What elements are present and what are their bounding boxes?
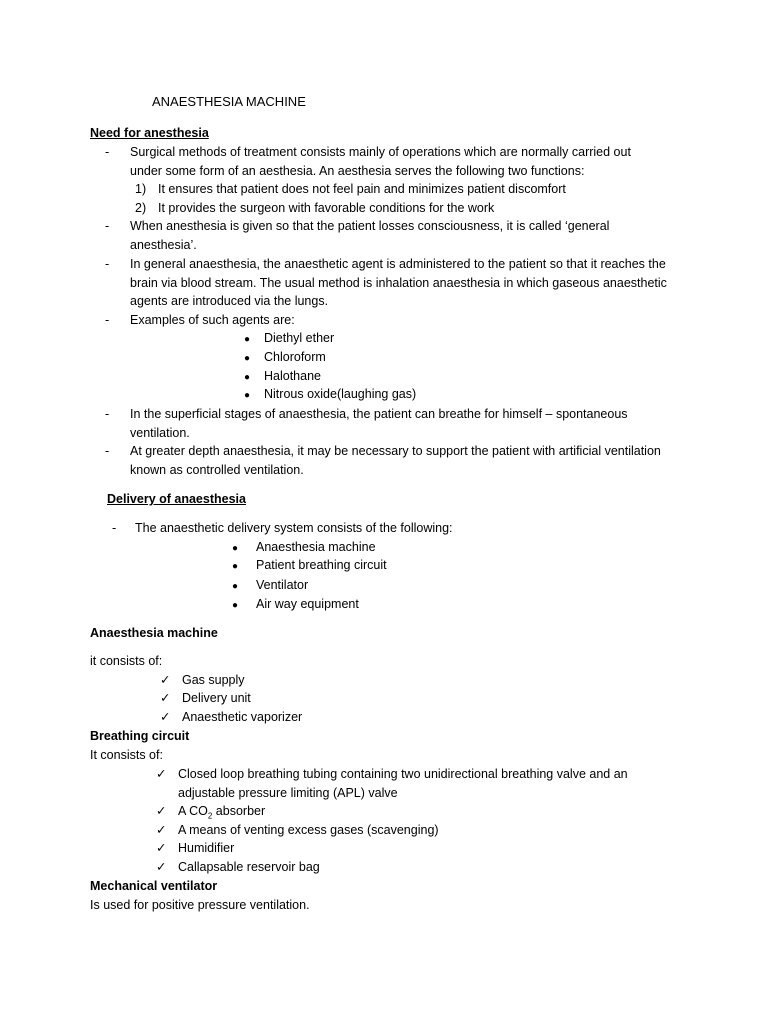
ventilator-text: Is used for positive pressure ventilation. xyxy=(90,898,310,912)
breathing-intro: It consists of: xyxy=(90,748,163,762)
agent-label: Nitrous oxide(laughing gas) xyxy=(264,387,417,401)
breathing-item xyxy=(156,821,439,840)
machine-item-label: Anaesthetic vaporizer xyxy=(182,710,303,724)
check-icon: ✓ xyxy=(156,823,167,837)
check-icon: ✓ xyxy=(156,841,167,855)
function-text-2: It provides the surgeon with favorable conditions for the work xyxy=(158,201,495,215)
delivery-item-label: Patient breathing circuit xyxy=(256,558,387,572)
function-number-2: 2) xyxy=(135,201,147,215)
bullet-icon: ● xyxy=(244,353,251,364)
agent-item xyxy=(244,348,326,369)
co2-prefix: A CO xyxy=(178,804,208,818)
breathing-item-label: Callapsable reservoir bag xyxy=(178,860,320,874)
delivery-item-label: Ventilator xyxy=(256,578,309,592)
ventilator-heading: Mechanical ventilator xyxy=(90,879,218,893)
need-item-2-line2: anesthesia’. xyxy=(130,237,197,252)
delivery-item-label: Anaesthesia machine xyxy=(256,540,376,554)
machine-item xyxy=(160,671,245,690)
delivery-item xyxy=(232,595,359,616)
function-text-1: It ensures that patient does not feel pain and minimizes patient discomfort xyxy=(158,182,566,196)
breathing-item-continuation: adjustable pressure limiting (APL) valve xyxy=(178,786,398,800)
check-icon: ✓ xyxy=(160,710,171,724)
delivery-item xyxy=(232,556,387,577)
bullet-icon: ● xyxy=(232,600,239,611)
agent-item xyxy=(244,385,416,406)
agent-label: Halothane xyxy=(264,369,321,383)
dash-marker: - xyxy=(105,313,110,327)
bullet-icon: ● xyxy=(232,543,239,554)
need-item-1-line1: Surgical methods of treatment consists mainly of operations which are normally carried out xyxy=(130,145,631,159)
delivery-heading: Delivery of anaesthesia xyxy=(107,492,246,506)
dash-marker: - xyxy=(105,444,110,458)
need-heading: Need for anesthesia xyxy=(90,126,209,140)
delivery-item xyxy=(232,576,308,597)
breathing-item-label: A means of venting excess gases (scavenging) xyxy=(178,823,439,837)
bullet-icon: ● xyxy=(232,581,239,592)
dash-marker: - xyxy=(105,145,110,159)
need-item-5-line1: In the superficial stages of anaesthesia, the patient can breathe for himself – spontaneous xyxy=(130,407,628,421)
check-icon: ✓ xyxy=(156,804,167,818)
co2-subscript: 2 xyxy=(207,811,213,821)
breathing-heading: Breathing circuit xyxy=(90,729,190,743)
breathing-item xyxy=(156,802,265,821)
dash-marker: - xyxy=(105,257,110,271)
bullet-icon: ● xyxy=(244,334,251,345)
machine-item-label: Delivery unit xyxy=(182,691,251,705)
function-number-1: 1) xyxy=(135,182,147,196)
delivery-item-label: Air way equipment xyxy=(256,597,359,611)
check-icon: ✓ xyxy=(160,691,171,705)
machine-item xyxy=(160,689,251,708)
breathing-item xyxy=(156,858,320,877)
agent-label: Diethyl ether xyxy=(264,331,335,345)
need-item-3-line1: In general anaesthesia, the anaesthetic agent is administered to the patient so that it reaches the xyxy=(130,257,666,271)
co2-suffix: absorber xyxy=(212,804,266,818)
need-item-6-line1: At greater depth anaesthesia, it may be necessary to support the patient with artificial ventilation xyxy=(130,444,661,458)
delivery-intro-text: The anaesthetic delivery system consists of the following: xyxy=(135,521,453,535)
breathing-item xyxy=(156,839,234,858)
need-item-3-line3: agents are introduced via the lungs. xyxy=(130,294,329,308)
machine-heading: Anaesthesia machine xyxy=(90,626,218,640)
check-icon: ✓ xyxy=(160,673,171,687)
agent-label: Chloroform xyxy=(264,350,326,364)
breathing-item xyxy=(156,765,628,784)
need-item-2-line1: When anesthesia is given so that the patient losses consciousness, it is called ‘general xyxy=(130,219,610,233)
bullet-icon: ● xyxy=(244,390,251,401)
bullet-icon: ● xyxy=(244,372,251,383)
document-title: ANAESTHESIA MACHINE xyxy=(152,94,306,109)
dash-marker: - xyxy=(112,521,117,535)
need-item-1-line2: under some form of an aesthesia. An aesthesia serves the following two functions: xyxy=(130,163,585,178)
need-item-5-line2: ventilation. xyxy=(130,425,190,440)
need-item-4-line1: Examples of such agents are: xyxy=(130,313,295,327)
check-icon: ✓ xyxy=(156,860,167,874)
agent-item xyxy=(244,329,334,350)
need-item-3-line2: brain via blood stream. The usual method is inhalation anaesthesia in which gaseous anaesthetic xyxy=(130,275,667,290)
check-icon: ✓ xyxy=(156,767,167,781)
breathing-item-label: Closed loop breathing tubing containing two unidirectional breathing valve and an xyxy=(178,767,628,781)
machine-item xyxy=(160,708,302,727)
dash-marker: - xyxy=(105,219,110,233)
need-item-6-line2: known as controlled ventilation. xyxy=(130,462,304,477)
machine-intro: it consists of: xyxy=(90,654,163,668)
dash-marker: - xyxy=(105,407,110,421)
machine-item-label: Gas supply xyxy=(182,673,245,687)
breathing-item-label: Humidifier xyxy=(178,841,235,855)
bullet-icon: ● xyxy=(232,561,239,572)
